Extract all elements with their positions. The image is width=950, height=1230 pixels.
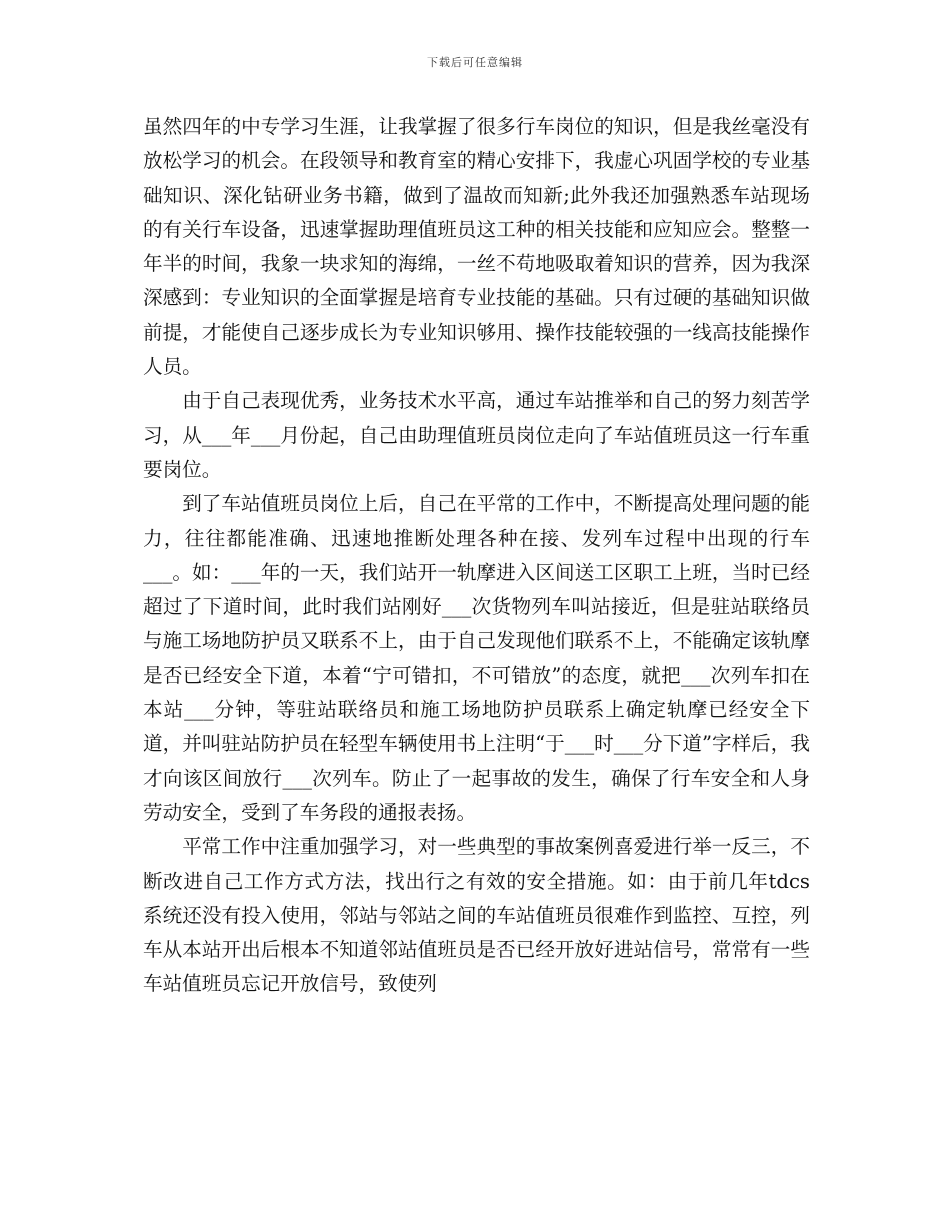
paragraph-4: 平常工作中注重加强学习，对一些典型的事故案例喜爱进行举一反三，不断改进自己工作方式方法，找出行之有效的安全措施。如：由于前几年tdcs系统还没有投入使用，邻站与邻站之间的车站值班员很难作到监控、互控，列车从本站开出后根本不知道邻站值班员是否已经开放好进站信号，常常有一些车站值班员忘记开放信号，致使列 (143, 835, 810, 996)
paragraph-1: 虽然四年的中专学习生涯，让我掌握了很多行车岗位的知识，但是我丝毫没有放松学习的机会。在段领导和教育室的精心安排下，我虚心巩固学校的专业基础知识、深化钻研业务书籍，做到了温故而知新;此外我还加强熟悉车站现场的有关行车设备，迅速掌握助理值班员这工种的相关技能和应知应会。整整一年半的时间，我象一块求知的海绵，一丝不苟地吸取着知识的营养，因为我深深感到：专业知识的全面掌握是培育专业技能的基础。只有过硬的基础知识做前提，才能使自己逐步成长为专业知识够用、操作技能较强的一线高技能操作人员。 (143, 115, 810, 379)
paragraph-3: 到了车站值班员岗位上后，自己在平常的工作中，不断提高处理问题的能力，往往都能准确、迅速地推断处理各种在接、发列车过程中出现的行车___。如：___年的一天，我们站开一轨摩进入区间送工区职工上班，当时已经超过了下道时间，此时我们站刚好___次货物列车叫站接近，但是驻站联络员与施工场地防护员又联系不上，由于自己发现他们联系不上，不能确定该轨摩是否已经安全下道，本着“宁可错扣，不可错放”的态度，就把___次列车扣在本站___分钟，等驻站联络员和施工场地防护员联系上确定轨摩已经安全下道，并叫驻站防护员在轻型车辆使用书上注明“于___时___分下道”字样后，我才向该区间放行___次列车。防止了一起事故的发生，确保了行车安全和人身劳动安全，受到了车务段的通报表扬。 (143, 492, 810, 824)
paragraph-2: 由于自己表现优秀，业务技术水平高，通过车站推举和自己的努力刻苦学习，从___年___月份起，自己由助理值班员岗位走向了车站值班员这一行车重要岗位。 (143, 389, 810, 481)
document-body (143, 110, 810, 1002)
page-header: 下载后可任意编辑 (427, 56, 523, 69)
